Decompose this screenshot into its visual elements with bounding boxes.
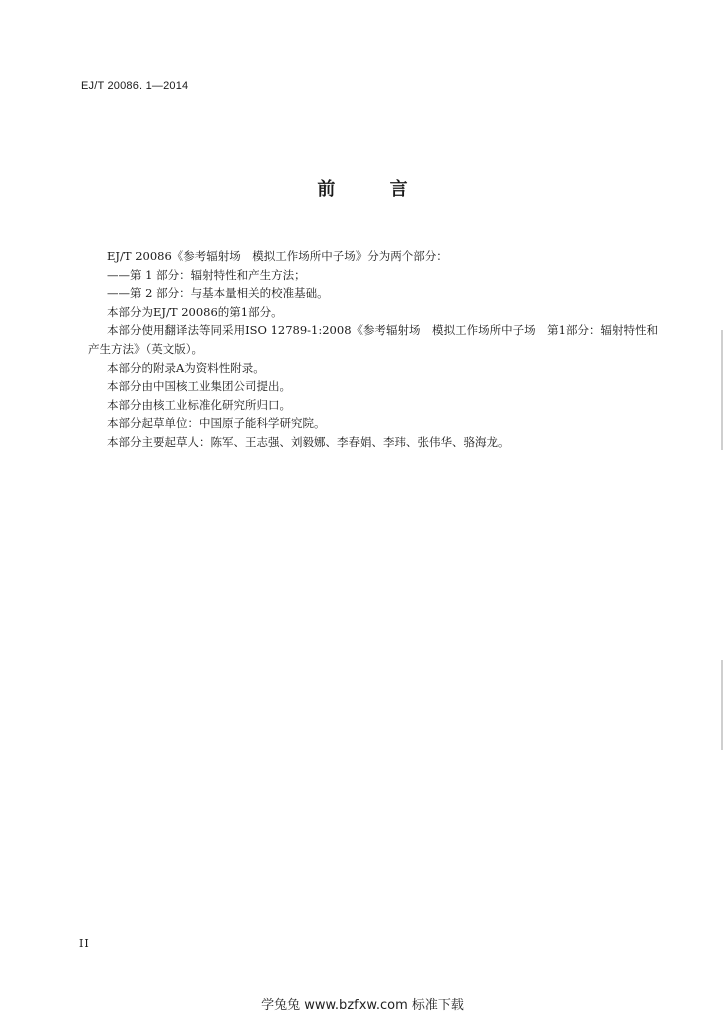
paragraph-drafters: 本部分主要起草人：陈军、王志强、刘毅娜、李春娟、李玮、张伟华、骆海龙。: [107, 434, 510, 449]
standard-number-header: EJ/T 20086. 1—2014: [81, 80, 189, 92]
paragraph-adoption: 本部分使用翻译法等同采用ISO 12789-1:2008《参考辐射场 模拟工作场所中子场 第1部分：辐射特性和产生方法》（英文版）。: [88, 323, 658, 356]
scan-edge-mark: [721, 330, 723, 450]
paragraph-this-part: 本部分为EJ/T 20086的第1部分。: [107, 304, 283, 319]
paragraph-part-1: ——第 1 部分：辐射特性和产生方法；: [107, 267, 306, 282]
footer-watermark: 学兔兔 www.bzfxw.com 标准下载: [261, 998, 464, 1013]
scan-edge-mark: [721, 660, 723, 750]
paragraph-proposed-by: 本部分由中国核工业集团公司提出。: [107, 379, 291, 394]
paragraph-parts-intro: EJ/T 20086《参考辐射场 模拟工作场所中子场》分为两个部分：: [107, 249, 448, 263]
page-number: II: [79, 937, 90, 950]
paragraph-part-2: ——第 2 部分：与基本量相关的校准基础。: [107, 286, 329, 301]
page-title: 前 言: [317, 179, 432, 200]
paragraph-annex: 本部分的附录A为资料性附录。: [107, 360, 265, 375]
foreword-body: [88, 247, 658, 452]
paragraph-drafting-unit: 本部分起草单位：中国原子能科学研究院。: [107, 416, 326, 431]
paragraph-under-jurisdiction: 本部分由核工业标准化研究所归口。: [107, 397, 291, 412]
